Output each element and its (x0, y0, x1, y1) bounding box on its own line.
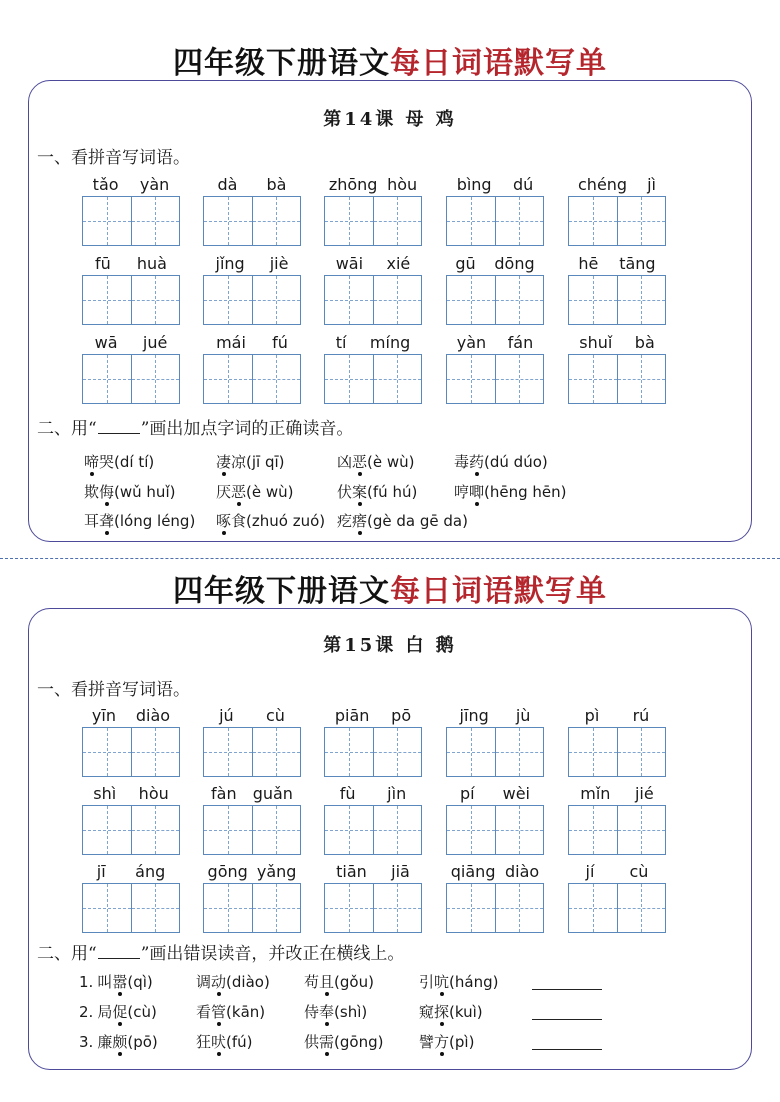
tianzige-cell[interactable] (204, 806, 252, 854)
pinyin-label (82, 861, 180, 881)
pinyin-syllable: yàn (456, 333, 487, 352)
dotted-char: 凄 (216, 453, 232, 471)
pinyin-label (203, 861, 301, 881)
pinyin-label (324, 861, 422, 881)
pinyin-label (446, 705, 544, 725)
question-options[interactable]: (diào) (226, 973, 270, 991)
tianzige-cell[interactable] (495, 806, 544, 854)
tianzige-cell[interactable] (252, 806, 301, 854)
pinyin-label (82, 253, 180, 273)
pinyin-label (203, 332, 301, 352)
question-number: 1. (79, 973, 94, 991)
pinyin-syllable: dà (217, 175, 238, 194)
reading-question (79, 971, 153, 992)
tianzige-cell[interactable] (204, 197, 252, 245)
pinyin-syllable: diào (505, 862, 540, 881)
underline-marker (98, 944, 140, 959)
tianzige-cell[interactable] (569, 884, 617, 932)
question-char: 狂 (196, 1033, 212, 1051)
pinyin-label (203, 253, 301, 273)
question-char: 哼 (454, 483, 470, 501)
question-char: 譬 (419, 1033, 435, 1051)
dotted-char: 侮 (99, 483, 115, 501)
writing-grid[interactable] (324, 727, 422, 777)
tianzige-cell[interactable] (373, 806, 422, 854)
tianzige-cell[interactable] (495, 197, 544, 245)
reading-question (304, 971, 374, 992)
dotted-char: 且 (319, 973, 335, 991)
section-reading-heading: 二、用“ ”画出加点字词的正确读音。 (37, 419, 354, 439)
pinyin-syllable: tiān (336, 862, 367, 881)
pinyin-label (324, 705, 422, 725)
tianzige-cell[interactable] (83, 728, 131, 776)
dotted-char: 啼 (84, 453, 100, 471)
reading-question (79, 1031, 158, 1052)
worksheet-title: 四年级下册语文每日词语默写单 (173, 46, 607, 81)
writing-grid[interactable] (203, 883, 301, 933)
pinyin-label (203, 174, 301, 194)
pinyin-label (446, 332, 544, 352)
pinyin-syllable: jú (219, 706, 234, 725)
writing-grid[interactable] (446, 196, 544, 246)
tianzige-cell[interactable] (252, 728, 301, 776)
dotted-char: 促 (112, 1003, 128, 1021)
writing-grid[interactable] (324, 883, 422, 933)
pinyin-syllable: diào (135, 706, 171, 725)
pinyin-label (324, 253, 422, 273)
tianzige-cell[interactable] (373, 884, 422, 932)
writing-grid[interactable] (324, 196, 422, 246)
dotted-char: 嚣 (112, 973, 128, 991)
dotted-char: 吭 (434, 973, 450, 991)
writing-grid[interactable] (203, 275, 301, 325)
pinyin-syllable: jié (634, 784, 654, 803)
pinyin-syllable: yàn (139, 175, 170, 194)
question-char: 看 (196, 1003, 212, 1021)
pinyin-syllable: jué (142, 333, 168, 352)
writing-grid[interactable] (324, 275, 422, 325)
question-char: 凶 (337, 453, 353, 471)
answer-line[interactable] (532, 989, 602, 990)
tianzige-cell[interactable] (569, 355, 617, 403)
pinyin-syllable: bà (266, 175, 287, 194)
question-char: 毒 (454, 453, 470, 471)
writing-grid[interactable] (203, 727, 301, 777)
question-options[interactable]: (wǔ huǐ) (114, 483, 176, 501)
tianzige-cell[interactable] (617, 355, 666, 403)
tianzige-cell[interactable] (204, 276, 252, 324)
pinyin-syllable: jīng (459, 706, 489, 725)
tianzige-cell[interactable] (617, 884, 666, 932)
pinyin-label (82, 705, 180, 725)
dotted-char: 恶 (352, 453, 368, 471)
pinyin-syllable: jì (647, 175, 656, 194)
writing-grid[interactable] (82, 354, 180, 404)
pinyin-label (446, 253, 544, 273)
pinyin-label (568, 783, 666, 803)
pinyin-syllable: shì (93, 784, 117, 803)
reading-question (196, 971, 270, 992)
tianzige-cell[interactable] (131, 728, 180, 776)
pinyin-syllable: wèi (502, 784, 530, 803)
tianzige-cell[interactable] (83, 806, 131, 854)
pinyin-syllable: wāi (335, 254, 364, 273)
pinyin-syllable: tǎo (92, 175, 119, 194)
pinyin-syllable: cù (265, 706, 285, 725)
pinyin-label (568, 861, 666, 881)
underline-marker (98, 419, 140, 434)
pinyin-label (324, 783, 422, 803)
dotted-char: 案 (352, 483, 368, 501)
tianzige-cell[interactable] (495, 276, 544, 324)
pinyin-syllable: jī (96, 862, 106, 881)
question-options[interactable]: (gè da gē da) (367, 512, 468, 530)
pinyin-syllable: pí (460, 784, 475, 803)
reading-question (454, 481, 567, 502)
question-options[interactable]: (gōng) (334, 1033, 384, 1051)
tianzige-cell[interactable] (447, 728, 495, 776)
writing-grid[interactable] (446, 354, 544, 404)
writing-grid[interactable] (568, 805, 666, 855)
pinyin-syllable: zhōng (328, 175, 378, 194)
tianzige-cell[interactable] (447, 884, 495, 932)
writing-grid[interactable] (82, 196, 180, 246)
question-char: 疙 (337, 512, 353, 530)
pinyin-syllable: tí (335, 333, 347, 352)
dotted-char: 啄 (216, 512, 232, 530)
tianzige-cell[interactable] (252, 276, 301, 324)
pinyin-syllable: pì (584, 706, 600, 725)
writing-grid[interactable] (568, 196, 666, 246)
tianzige-cell[interactable] (252, 197, 301, 245)
pinyin-label (324, 174, 422, 194)
tianzige-cell[interactable] (204, 355, 252, 403)
pinyin-syllable: piān (334, 706, 370, 725)
question-options[interactable]: (kuì) (449, 1003, 483, 1021)
pinyin-syllable: rú (632, 706, 650, 725)
dotted-char: 颇 (112, 1033, 128, 1051)
pinyin-syllable: dú (512, 175, 534, 194)
dotted-char: 吠 (211, 1033, 227, 1051)
tianzige-cell[interactable] (325, 355, 373, 403)
pinyin-syllable: jìn (387, 784, 407, 803)
reading-question (79, 1001, 157, 1022)
writing-grid[interactable] (203, 805, 301, 855)
question-options[interactable]: (fú) (226, 1033, 253, 1051)
writing-grid[interactable] (446, 883, 544, 933)
tianzige-cell[interactable] (373, 276, 422, 324)
tianzige-cell[interactable] (617, 728, 666, 776)
pinyin-syllable: yǎng (256, 862, 297, 881)
question-char: 耳 (84, 512, 100, 530)
tianzige-cell[interactable] (325, 197, 373, 245)
dotted-char: 奉 (319, 1003, 335, 1021)
dotted-char: 恶 (231, 483, 247, 501)
pinyin-label (324, 332, 422, 352)
question-char: 苟 (304, 973, 320, 991)
pinyin-syllable: míng (369, 333, 411, 352)
pinyin-syllable: fán (507, 333, 534, 352)
question-options[interactable]: (qì) (127, 973, 153, 991)
lesson-title: 第14课 母 鸡 (323, 109, 457, 130)
reading-question (304, 1001, 367, 1022)
tianzige-cell[interactable] (131, 276, 180, 324)
dotted-char: 唧 (469, 483, 485, 501)
question-options[interactable]: (hēng hēn) (484, 483, 567, 501)
pinyin-syllable: hòu (387, 175, 418, 194)
pinyin-syllable: fù (339, 784, 356, 803)
tianzige-cell[interactable] (131, 355, 180, 403)
tianzige-cell[interactable] (83, 276, 131, 324)
reading-question (216, 451, 285, 472)
pinyin-syllable: jiè (269, 254, 289, 273)
writing-grid[interactable] (203, 196, 301, 246)
tianzige-cell[interactable] (131, 884, 180, 932)
reading-question (196, 1001, 265, 1022)
tianzige-cell[interactable] (325, 884, 373, 932)
pinyin-label (82, 332, 180, 352)
question-options[interactable]: (è wù) (367, 453, 415, 471)
pinyin-syllable: fàn (211, 784, 237, 803)
writing-grid[interactable] (82, 883, 180, 933)
reading-question (419, 971, 498, 992)
pinyin-syllable: shuǐ (579, 333, 613, 352)
pinyin-syllable: mái (216, 333, 246, 352)
pinyin-label (446, 174, 544, 194)
writing-grid[interactable] (446, 805, 544, 855)
pinyin-label (82, 174, 180, 194)
pinyin-syllable: jí (585, 862, 595, 881)
reading-question (304, 1031, 383, 1052)
section-correction-heading: 二、用“ ”画出错误读音，并改正在横线上。 (37, 944, 405, 964)
tianzige-cell[interactable] (325, 728, 373, 776)
pinyin-label (568, 174, 666, 194)
pinyin-syllable: hòu (138, 784, 169, 803)
pinyin-syllable: bà (634, 333, 655, 352)
question-char: 叫 (97, 973, 113, 991)
pinyin-label (446, 861, 544, 881)
reading-question (337, 451, 415, 472)
reading-question (337, 481, 417, 502)
tianzige-cell[interactable] (83, 355, 131, 403)
question-char: 窥 (419, 1003, 435, 1021)
reading-question (419, 1001, 483, 1022)
tianzige-cell[interactable] (495, 355, 544, 403)
tianzige-cell[interactable] (252, 884, 301, 932)
dotted-char: 药 (469, 453, 485, 471)
writing-grid[interactable] (568, 883, 666, 933)
tianzige-cell[interactable] (252, 355, 301, 403)
pinyin-syllable: bìng (456, 175, 492, 194)
answer-line[interactable] (532, 1049, 602, 1050)
pinyin-syllable: huà (136, 254, 167, 273)
reading-question (84, 451, 154, 472)
tianzige-cell[interactable] (495, 884, 544, 932)
question-options[interactable]: (kān) (226, 1003, 266, 1021)
writing-grid[interactable] (324, 805, 422, 855)
writing-grid[interactable] (203, 354, 301, 404)
pinyin-syllable: guǎn (252, 784, 293, 803)
tianzige-cell[interactable] (617, 276, 666, 324)
pinyin-syllable: cù (629, 862, 649, 881)
writing-grid[interactable] (568, 727, 666, 777)
pinyin-syllable: fú (272, 333, 288, 352)
pinyin-syllable: gōng (207, 862, 248, 881)
question-options[interactable]: 哭(dí tí) (99, 453, 155, 471)
question-number: 2. (79, 1003, 94, 1021)
pinyin-syllable: qiāng (450, 862, 496, 881)
question-char: 侍 (304, 1003, 320, 1021)
pinyin-syllable: jǐng (215, 254, 245, 273)
question-options[interactable]: (pō) (127, 1033, 158, 1051)
tianzige-cell[interactable] (325, 276, 373, 324)
dotted-char: 需 (319, 1033, 335, 1051)
pinyin-syllable: hē (578, 254, 599, 273)
tianzige-cell[interactable] (569, 197, 617, 245)
question-options[interactable]: (shì) (334, 1003, 368, 1021)
question-char: 厌 (216, 483, 232, 501)
tianzige-cell[interactable] (617, 806, 666, 854)
lesson-title: 第15课 白 鹅 (323, 635, 457, 656)
question-options[interactable]: (è wù) (246, 483, 294, 501)
tianzige-cell[interactable] (131, 806, 180, 854)
pinyin-syllable: yīn (91, 706, 116, 725)
tianzige-cell[interactable] (204, 884, 252, 932)
reading-question (196, 1031, 253, 1052)
writing-grid[interactable] (82, 805, 180, 855)
tianzige-cell[interactable] (447, 355, 495, 403)
pinyin-syllable: wā (94, 333, 118, 352)
writing-grid[interactable] (446, 727, 544, 777)
question-char: 供 (304, 1033, 320, 1051)
pinyin-syllable: xié (386, 254, 411, 273)
question-options[interactable]: (fú hú) (367, 483, 418, 501)
pinyin-syllable: gū (455, 254, 476, 273)
pinyin-syllable: áng (135, 862, 166, 881)
reading-question (216, 510, 325, 531)
tianzige-cell[interactable] (447, 197, 495, 245)
question-char: 引 (419, 973, 435, 991)
question-options[interactable]: (pì) (449, 1033, 475, 1051)
reading-question (454, 451, 548, 472)
tianzige-cell[interactable] (569, 728, 617, 776)
tianzige-cell[interactable] (617, 197, 666, 245)
pinyin-syllable: pō (391, 706, 412, 725)
reading-question (84, 510, 195, 531)
pinyin-label (446, 783, 544, 803)
question-options[interactable]: 凉(jī qī) (231, 453, 285, 471)
pinyin-syllable: dōng (494, 254, 535, 273)
dotted-char: 管 (211, 1003, 227, 1021)
tianzige-cell[interactable] (447, 806, 495, 854)
worksheet-card (28, 608, 752, 1070)
section-pinyin-heading: 一、看拼音写词语。 (37, 680, 190, 700)
dotted-char: 探 (434, 1003, 450, 1021)
question-options[interactable]: (cù) (127, 1003, 157, 1021)
dotted-char: 聋 (99, 512, 115, 530)
pinyin-syllable: mǐn (580, 784, 611, 803)
question-options[interactable]: (gǒu) (334, 973, 374, 991)
pinyin-syllable: jù (515, 706, 531, 725)
writing-grid[interactable] (446, 275, 544, 325)
question-options[interactable]: 食(zhuó zuó) (231, 512, 326, 530)
writing-grid[interactable] (324, 354, 422, 404)
pinyin-syllable: jiā (391, 862, 410, 881)
pinyin-label (568, 705, 666, 725)
question-char: 伏 (337, 483, 353, 501)
writing-grid[interactable] (568, 275, 666, 325)
pinyin-syllable: chéng (578, 175, 628, 194)
question-number: 3. (79, 1033, 94, 1051)
tianzige-cell[interactable] (325, 806, 373, 854)
reading-question (84, 481, 175, 502)
question-char: 廉 (97, 1033, 113, 1051)
tianzige-cell[interactable] (569, 806, 617, 854)
tianzige-cell[interactable] (447, 276, 495, 324)
worksheet-title: 四年级下册语文每日词语默写单 (173, 574, 607, 609)
pinyin-label (203, 783, 301, 803)
tianzige-cell[interactable] (204, 728, 252, 776)
dotted-char: 瘩 (352, 512, 368, 530)
question-options[interactable]: (háng) (449, 973, 499, 991)
reading-question (216, 481, 294, 502)
reading-question (337, 510, 468, 531)
tianzige-cell[interactable] (373, 728, 422, 776)
question-options[interactable]: (dú dúo) (484, 453, 548, 471)
writing-grid[interactable] (82, 727, 180, 777)
tianzige-cell[interactable] (569, 276, 617, 324)
writing-grid[interactable] (82, 275, 180, 325)
pinyin-label (568, 332, 666, 352)
tianzige-cell[interactable] (373, 197, 422, 245)
tianzige-cell[interactable] (495, 728, 544, 776)
tianzige-cell[interactable] (373, 355, 422, 403)
question-char: 调 (196, 973, 212, 991)
answer-line[interactable] (532, 1019, 602, 1020)
dotted-char: 动 (211, 973, 227, 991)
pinyin-syllable: tāng (619, 254, 656, 273)
tianzige-cell[interactable] (131, 197, 180, 245)
question-char: 欺 (84, 483, 100, 501)
reading-question (419, 1031, 474, 1052)
pinyin-syllable: fū (95, 254, 111, 273)
dotted-char: 方 (434, 1033, 450, 1051)
section-pinyin-heading: 一、看拼音写词语。 (37, 148, 190, 168)
pinyin-label (568, 253, 666, 273)
question-options[interactable]: (lóng léng) (114, 512, 196, 530)
tianzige-cell[interactable] (83, 197, 131, 245)
question-char: 局 (97, 1003, 113, 1021)
worksheet-card (28, 80, 752, 542)
cut-line (0, 558, 780, 559)
pinyin-label (203, 705, 301, 725)
pinyin-label (82, 783, 180, 803)
tianzige-cell[interactable] (83, 884, 131, 932)
writing-grid[interactable] (568, 354, 666, 404)
